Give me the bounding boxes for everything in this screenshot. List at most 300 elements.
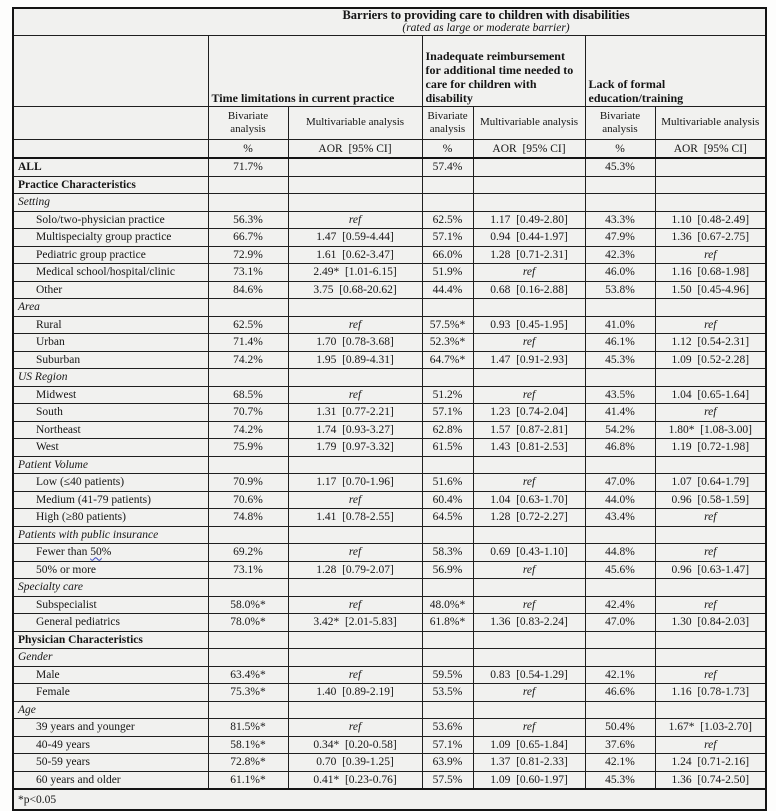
row-label: Patients with public insurance	[13, 526, 208, 544]
row-label: Patient Volume	[13, 456, 208, 474]
table-row	[13, 158, 766, 176]
table-footer	[13, 789, 766, 810]
aor-cell	[655, 579, 766, 597]
percent-cell: 52.3%*	[422, 334, 473, 352]
aor-cell: 1.31 [0.77-2.21]	[288, 404, 422, 422]
percent-cell: 44.8%	[585, 544, 655, 562]
percent-cell: 58.0%*	[208, 596, 288, 614]
aor-cell	[655, 158, 766, 176]
row-label: US Region	[13, 369, 208, 387]
section-row	[13, 579, 766, 597]
aor-cell: 1.61 [0.62-3.47]	[288, 246, 422, 264]
aor-cell: ref	[473, 561, 585, 579]
percent-cell: 61.8%*	[422, 614, 473, 632]
bivariate-header: Bivariate analysis	[208, 107, 288, 140]
table-row	[13, 736, 766, 754]
section-row	[13, 631, 766, 649]
aor-cell: 1.28 [0.71-2.31]	[473, 246, 585, 264]
percent-cell	[208, 456, 288, 474]
percent-cell: 57.1%	[422, 736, 473, 754]
table-body	[13, 158, 766, 789]
aor-cell: 1.79 [0.97-3.32]	[288, 439, 422, 457]
aor-cell: 3.75 [0.68-20.62]	[288, 281, 422, 299]
percent-header: %	[208, 140, 288, 159]
percent-cell	[422, 701, 473, 719]
aor-cell: ref	[288, 596, 422, 614]
row-label: Multispecialty group practice	[13, 229, 208, 247]
aor-cell: 1.17 [0.70-1.96]	[288, 474, 422, 492]
aor-cell: 1.36 [0.67-2.75]	[655, 229, 766, 247]
aor-cell: 1.17 [0.49-2.80]	[473, 211, 585, 229]
aor-cell: 0.96 [0.63-1.47]	[655, 561, 766, 579]
title-cell	[13, 8, 766, 36]
aor-cell: 1.40 [0.89-2.19]	[288, 684, 422, 702]
aor-cell: 0.70 [0.39-1.25]	[288, 754, 422, 772]
aor-cell	[288, 194, 422, 212]
percent-cell: 63.9%	[422, 754, 473, 772]
percent-cell: 42.1%	[585, 754, 655, 772]
aor-cell	[655, 456, 766, 474]
aor-cell: 0.83 [0.54-1.29]	[473, 666, 585, 684]
aor-cell: ref	[655, 666, 766, 684]
aor-cell	[473, 194, 585, 212]
aor-cell: ref	[288, 491, 422, 509]
aor-cell	[288, 579, 422, 597]
percent-cell: 37.6%	[585, 736, 655, 754]
percent-cell: 61.1%*	[208, 771, 288, 789]
percent-cell: 81.5%*	[208, 719, 288, 737]
percent-cell: 78.0%*	[208, 614, 288, 632]
row-label: Other	[13, 281, 208, 299]
row-label: Medium (41-79 patients)	[13, 491, 208, 509]
aor-cell	[473, 299, 585, 317]
percent-cell: 57.5%*	[422, 316, 473, 334]
aor-cell	[473, 369, 585, 387]
percent-cell: 58.3%	[422, 544, 473, 562]
row-label: Midwest	[13, 386, 208, 404]
aor-cell	[655, 299, 766, 317]
aor-cell	[473, 158, 585, 176]
aor-cell	[473, 701, 585, 719]
percent-cell: 62.5%	[208, 316, 288, 334]
multivariable-header: Multivariable analysis	[473, 107, 585, 140]
aor-cell: 1.67* [1.03-2.70]	[655, 719, 766, 737]
column-group-row	[13, 36, 766, 107]
row-label: Solo/two-physician practice	[13, 211, 208, 229]
table-row	[13, 246, 766, 264]
aor-cell	[473, 176, 585, 194]
aor-cell: ref	[288, 211, 422, 229]
row-label: Low (≤40 patients)	[13, 474, 208, 492]
group-header-time-limitations: Time limitations in current practice	[208, 36, 422, 107]
percent-cell	[585, 579, 655, 597]
percent-cell: 72.9%	[208, 246, 288, 264]
section-row	[13, 701, 766, 719]
aor-cell: 1.09 [0.65-1.84]	[473, 736, 585, 754]
percent-cell: 58.1%*	[208, 736, 288, 754]
percent-cell: 42.1%	[585, 666, 655, 684]
aor-cell	[288, 299, 422, 317]
aor-cell: 1.36 [0.83-2.24]	[473, 614, 585, 632]
aor-cell: 1.80* [1.08-3.00]	[655, 421, 766, 439]
row-label: General pediatrics	[13, 614, 208, 632]
aor-cell: ref	[655, 404, 766, 422]
percent-cell	[422, 299, 473, 317]
table-row	[13, 561, 766, 579]
table-row	[13, 474, 766, 492]
aor-cell	[655, 649, 766, 667]
section-row	[13, 176, 766, 194]
aor-cell: 1.09 [0.52-2.28]	[655, 351, 766, 369]
section-row	[13, 369, 766, 387]
percent-cell: 57.5%	[422, 771, 473, 789]
table-row	[13, 421, 766, 439]
percent-cell: 42.4%	[585, 596, 655, 614]
percent-cell: 62.5%	[422, 211, 473, 229]
aor-cell: ref	[473, 719, 585, 737]
percent-cell: 51.2%	[422, 386, 473, 404]
section-row	[13, 299, 766, 317]
percent-cell: 57.4%	[422, 158, 473, 176]
percent-cell: 46.6%	[585, 684, 655, 702]
percent-cell: 70.6%	[208, 491, 288, 509]
aor-ci-header: AOR [95% CI]	[288, 140, 422, 159]
percent-cell: 48.0%*	[422, 596, 473, 614]
row-label: Suburban	[13, 351, 208, 369]
aor-cell: 1.10 [0.48-2.49]	[655, 211, 766, 229]
percent-cell: 53.5%	[422, 684, 473, 702]
title-row	[13, 8, 766, 36]
aor-cell	[655, 526, 766, 544]
group-header-lack-of-education: Lack of formal education/training	[585, 36, 766, 107]
table-row	[13, 404, 766, 422]
aor-cell: ref	[473, 474, 585, 492]
aor-cell	[288, 701, 422, 719]
percent-cell: 68.5%	[208, 386, 288, 404]
percent-cell: 44.0%	[585, 491, 655, 509]
aor-cell: 1.70 [0.78-3.68]	[288, 334, 422, 352]
row-label: Medical school/hospital/clinic	[13, 264, 208, 282]
row-label: Age	[13, 701, 208, 719]
aor-cell	[288, 526, 422, 544]
table-row	[13, 316, 766, 334]
aor-cell: 1.28 [0.72-2.27]	[473, 509, 585, 527]
percent-cell: 69.2%	[208, 544, 288, 562]
percent-cell: 45.3%	[585, 158, 655, 176]
aor-ci-header: AOR [95% CI]	[655, 140, 766, 159]
percent-cell	[208, 194, 288, 212]
table-row	[13, 719, 766, 737]
percent-cell: 43.3%	[585, 211, 655, 229]
aor-cell: ref	[655, 596, 766, 614]
aor-cell	[288, 649, 422, 667]
percent-cell	[585, 631, 655, 649]
percent-cell: 42.3%	[585, 246, 655, 264]
percent-cell: 73.1%	[208, 561, 288, 579]
table-row	[13, 264, 766, 282]
multivariable-header: Multivariable analysis	[655, 107, 766, 140]
table-row	[13, 229, 766, 247]
percent-cell: 72.8%*	[208, 754, 288, 772]
percent-header: %	[422, 140, 473, 159]
aor-cell: 1.47 [0.59-4.44]	[288, 229, 422, 247]
percent-cell	[422, 579, 473, 597]
row-label: Practice Characteristics	[13, 176, 208, 194]
percent-cell	[208, 526, 288, 544]
table-row	[13, 211, 766, 229]
table-row	[13, 491, 766, 509]
percent-cell	[585, 369, 655, 387]
percent-cell: 46.0%	[585, 264, 655, 282]
percent-cell: 47.9%	[585, 229, 655, 247]
percent-cell: 63.4%*	[208, 666, 288, 684]
aor-cell: ref	[473, 684, 585, 702]
percent-cell: 41.4%	[585, 404, 655, 422]
section-row	[13, 194, 766, 212]
aor-cell: 0.41* [0.23-0.76]	[288, 771, 422, 789]
percent-cell: 73.1%	[208, 264, 288, 282]
aor-cell: 0.34* [0.20-0.58]	[288, 736, 422, 754]
section-row	[13, 526, 766, 544]
percent-cell: 41.0%	[585, 316, 655, 334]
percent-cell	[585, 194, 655, 212]
aor-cell: 1.04 [0.63-1.70]	[473, 491, 585, 509]
table-row	[13, 281, 766, 299]
table-row	[13, 684, 766, 702]
row-label: Specialty care	[13, 579, 208, 597]
percent-cell	[422, 369, 473, 387]
table-row	[13, 771, 766, 789]
percent-cell	[585, 649, 655, 667]
aor-cell: 1.47 [0.91-2.93]	[473, 351, 585, 369]
aor-cell	[655, 369, 766, 387]
aor-cell: 1.24 [0.71-2.16]	[655, 754, 766, 772]
row-label: Fewer than 50%	[13, 544, 208, 562]
row-label: 39 years and younger	[13, 719, 208, 737]
percent-cell	[422, 176, 473, 194]
table-header	[13, 8, 766, 158]
aor-cell: ref	[655, 246, 766, 264]
measure-header-row	[13, 140, 766, 159]
percent-cell: 51.6%	[422, 474, 473, 492]
percent-cell: 71.7%	[208, 158, 288, 176]
aor-cell: ref	[288, 719, 422, 737]
row-label: ALL	[13, 158, 208, 176]
aor-cell: 1.28 [0.79-2.07]	[288, 561, 422, 579]
aor-cell: ref	[655, 509, 766, 527]
percent-cell: 60.4%	[422, 491, 473, 509]
percent-cell	[208, 631, 288, 649]
table-row	[13, 596, 766, 614]
aor-cell: ref	[288, 544, 422, 562]
percent-cell: 47.0%	[585, 474, 655, 492]
aor-cell: 1.12 [0.54-2.31]	[655, 334, 766, 352]
percent-cell: 45.3%	[585, 351, 655, 369]
percent-cell: 56.9%	[422, 561, 473, 579]
aor-cell: 1.57 [0.87-2.81]	[473, 421, 585, 439]
row-label: West	[13, 439, 208, 457]
table-row	[13, 754, 766, 772]
percent-cell: 66.7%	[208, 229, 288, 247]
percent-cell: 74.2%	[208, 351, 288, 369]
aor-cell: ref	[655, 544, 766, 562]
aor-cell: 1.43 [0.81-2.53]	[473, 439, 585, 457]
percent-cell: 64.5%	[422, 509, 473, 527]
aor-cell: 1.36 [0.74-2.50]	[655, 771, 766, 789]
percent-cell	[208, 701, 288, 719]
table-title	[207, 9, 765, 35]
aor-cell	[655, 176, 766, 194]
percent-cell: 53.6%	[422, 719, 473, 737]
percent-cell: 59.5%	[422, 666, 473, 684]
aor-cell	[288, 456, 422, 474]
aor-cell	[288, 631, 422, 649]
percent-cell: 51.9%	[422, 264, 473, 282]
percent-cell: 45.6%	[585, 561, 655, 579]
percent-cell: 74.2%	[208, 421, 288, 439]
percent-cell	[422, 194, 473, 212]
aor-cell	[655, 194, 766, 212]
aor-cell: 1.16 [0.68-1.98]	[655, 264, 766, 282]
analysis-header-row	[13, 107, 766, 140]
table-row	[13, 334, 766, 352]
aor-cell: ref	[288, 386, 422, 404]
table-row	[13, 509, 766, 527]
percent-header: %	[585, 140, 655, 159]
aor-ci-header: AOR [95% CI]	[473, 140, 585, 159]
aor-cell: ref	[473, 334, 585, 352]
aor-cell: 0.94 [0.44-1.97]	[473, 229, 585, 247]
group-header-inadequate-reimbursement: Inadequate reimbursement for additional time needed to care for children with disability	[422, 36, 585, 107]
percent-cell: 70.7%	[208, 404, 288, 422]
aor-cell	[655, 631, 766, 649]
percent-cell: 44.4%	[422, 281, 473, 299]
aor-cell	[288, 176, 422, 194]
row-label: Male	[13, 666, 208, 684]
row-label: High (≥80 patients)	[13, 509, 208, 527]
percent-cell	[422, 526, 473, 544]
percent-cell: 57.1%	[422, 404, 473, 422]
aor-cell: 1.41 [0.78-2.55]	[288, 509, 422, 527]
percent-cell: 50.4%	[585, 719, 655, 737]
row-label: Female	[13, 684, 208, 702]
table-row	[13, 351, 766, 369]
row-label: Subspecialist	[13, 596, 208, 614]
table-row	[13, 386, 766, 404]
aor-cell	[473, 456, 585, 474]
row-label: 60 years and older	[13, 771, 208, 789]
multivariable-header: Multivariable analysis	[288, 107, 422, 140]
aor-cell: ref	[473, 386, 585, 404]
title-subtitle: (rated as large or moderate barrier)	[207, 22, 765, 35]
percent-cell	[585, 176, 655, 194]
row-label: Urban	[13, 334, 208, 352]
percent-cell: 70.9%	[208, 474, 288, 492]
aor-cell: 1.37 [0.81-2.33]	[473, 754, 585, 772]
table-row	[13, 439, 766, 457]
percent-cell: 47.0%	[585, 614, 655, 632]
percent-cell: 75.3%*	[208, 684, 288, 702]
table-row	[13, 614, 766, 632]
aor-cell: ref	[655, 316, 766, 334]
aor-cell	[288, 158, 422, 176]
row-label: Physician Characteristics	[13, 631, 208, 649]
row-label: 50-59 years	[13, 754, 208, 772]
percent-cell	[585, 701, 655, 719]
percent-cell: 84.6%	[208, 281, 288, 299]
percent-cell: 74.8%	[208, 509, 288, 527]
percent-cell: 46.1%	[585, 334, 655, 352]
footnote: *p<0.05	[13, 789, 766, 810]
empty-header-cell	[13, 140, 208, 159]
aor-cell: 0.68 [0.16-2.88]	[473, 281, 585, 299]
aor-cell: 1.04 [0.65-1.64]	[655, 386, 766, 404]
percent-cell	[422, 631, 473, 649]
percent-cell: 61.5%	[422, 439, 473, 457]
aor-cell	[288, 369, 422, 387]
footnote-row	[13, 789, 766, 810]
percent-cell: 57.1%	[422, 229, 473, 247]
aor-cell: 0.96 [0.58-1.59]	[655, 491, 766, 509]
aor-cell: 1.19 [0.72-1.98]	[655, 439, 766, 457]
percent-cell	[585, 299, 655, 317]
row-label: Pediatric group practice	[13, 246, 208, 264]
percent-cell: 56.3%	[208, 211, 288, 229]
percent-cell	[422, 649, 473, 667]
aor-cell: 1.50 [0.45-4.96]	[655, 281, 766, 299]
row-label: Area	[13, 299, 208, 317]
percent-cell: 53.8%	[585, 281, 655, 299]
row-label: Setting	[13, 194, 208, 212]
percent-cell	[208, 579, 288, 597]
barriers-table	[12, 7, 767, 811]
aor-cell: 1.95 [0.89-4.31]	[288, 351, 422, 369]
bivariate-header: Bivariate analysis	[422, 107, 473, 140]
aor-cell	[473, 649, 585, 667]
aor-cell	[473, 526, 585, 544]
aor-cell: 1.74 [0.93-3.27]	[288, 421, 422, 439]
percent-cell	[208, 299, 288, 317]
aor-cell	[655, 701, 766, 719]
aor-cell: 3.42* [2.01-5.83]	[288, 614, 422, 632]
aor-cell	[473, 579, 585, 597]
section-row	[13, 649, 766, 667]
aor-cell: ref	[288, 316, 422, 334]
row-label: Gender	[13, 649, 208, 667]
empty-header-cell	[13, 107, 208, 140]
percent-cell: 43.5%	[585, 386, 655, 404]
percent-cell: 64.7%*	[422, 351, 473, 369]
aor-cell: ref	[288, 666, 422, 684]
title-main: Barriers to providing care to children with disabilities	[207, 9, 765, 22]
percent-cell: 54.2%	[585, 421, 655, 439]
percent-cell: 75.9%	[208, 439, 288, 457]
table-row	[13, 666, 766, 684]
aor-cell: ref	[473, 264, 585, 282]
aor-cell: 1.16 [0.78-1.73]	[655, 684, 766, 702]
row-label: Rural	[13, 316, 208, 334]
table-row	[13, 544, 766, 562]
percent-cell	[208, 649, 288, 667]
percent-cell: 43.4%	[585, 509, 655, 527]
percent-cell: 62.8%	[422, 421, 473, 439]
aor-cell: 1.30 [0.84-2.03]	[655, 614, 766, 632]
aor-cell: 0.93 [0.45-1.95]	[473, 316, 585, 334]
empty-header-cell	[13, 36, 208, 107]
row-label: Northeast	[13, 421, 208, 439]
aor-cell: ref	[655, 736, 766, 754]
aor-cell	[473, 631, 585, 649]
